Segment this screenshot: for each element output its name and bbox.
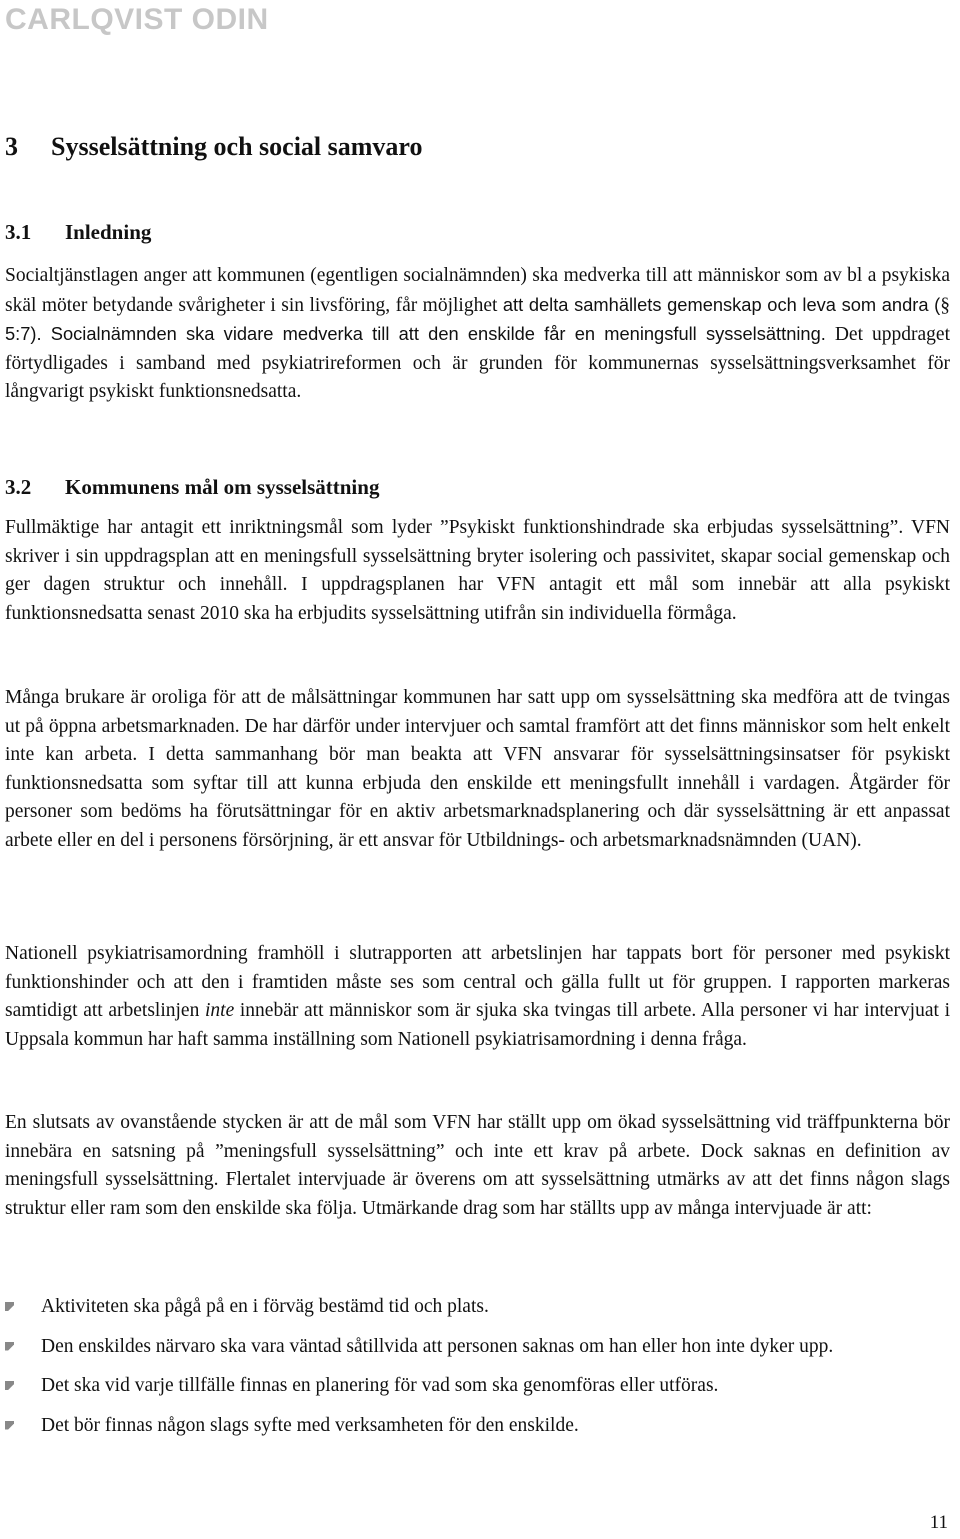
paragraph-3-text-before: Nationell psykiatrisamordning framhöll i slutrapporten att arbetslinjen har tappats bort för personer med psykiskt funktionshinder och att den i framtiden måste ses som central och gälla fullt ut för gruppen. I rapporten markeras samtidigt att arbetslinjen: [5, 943, 950, 1021]
list-item-text: Den enskildes närvaro ska vara väntad såtillvida att personen saknas om han eller hon inte dyker upp.: [41, 1335, 834, 1357]
intro-text-part1: Socialtjänstlagen anger att kommunen (egentligen socialnämnden) ska medverka till att människor som av bl a psykiska skäl möter betydande svårigheter i sin livsföring, får möjlighet: [5, 265, 950, 316]
bullet-icon: [5, 1381, 14, 1390]
subsection-heading-inledning: [5, 220, 151, 245]
subsection-title: Inledning: [65, 220, 152, 244]
goal-paragraph-2: Många brukare är oroliga för att de målsättningar kommunen har satt upp om sysselsättning ska medföra att de tvingas ut på öppna arbetsmarknaden. De har därför under intervjuer och samtal framfört att det finns människor som helt enkelt inte kan arbeta. I detta sammanhang bör man beakta att VFN ansvarar för sysselsättningsinsatser för psykiskt funktionsnedsatta som syftar till att kunna erbjuda den enskilde ett meningsfullt innehåll i vardagen. Åtgärder för personer som bedöms ha förutsättningar för en aktiv arbetsmarknadsplanering och där sysselsättning är ett anpassat arbete eller en del i personens försörjning, är ett ansvar för Utbildnings- och arbetsmarknadsnämnden (UAN).: [5, 687, 950, 851]
list-item-text: Det ska vid varje tillfälle finnas en planering för vad som ska genomföras eller utföras.: [41, 1375, 719, 1396]
list-item-text: Det bör finnas någon slags syfte med verksamheten för den enskilde.: [41, 1414, 579, 1436]
page-number: 11: [929, 1512, 948, 1533]
paragraph-3-emphasis: inte: [204, 1000, 235, 1021]
list-item: [5, 1333, 950, 1362]
subsection-title: Kommunens mål om sysselsättning: [65, 475, 380, 499]
list-item-text: Aktiviteten ska pågå på en i förväg bestämd tid och plats.: [41, 1296, 489, 1317]
section-number: 3: [5, 132, 18, 161]
intro-text-part4: Det uppdraget förtydligades i samband med psykiatrireformen och är grunden för kommunernas sysselsättningsverksamhet för långvarigt psykiskt funktionsnedsatta.: [5, 324, 950, 402]
subsection-heading-mal: [5, 475, 379, 500]
paragraph-3-text-after: innebär att människor som är sjuka ska tvingas till arbete. Alla personer vi har intervjuat i Uppsala kommun har haft samma inställning som Nationell psykiatrisamordning i denna fråga.: [5, 1000, 950, 1050]
bullet-icon: [5, 1342, 14, 1351]
section-heading: [5, 132, 423, 162]
section-sign: §: [940, 294, 950, 316]
goal-paragraph-4: En slutsats av ovanstående stycken är att de mål som VFN har ställt upp om ökad sysselsättning vid träffpunkterna bör innebära en satsning på ”meningsfull sysselsättning” och inte ett krav på arbete. Dock saknas en definition av meningsfull sysselsättning. Flertalet intervjuade är överens om att sysselsättning utmärks av att det finns någon slags struktur eller ram som den enskilde ska följa. Utmärkande drag som har ställts upp av många intervjuade är att:: [5, 1112, 950, 1219]
subsection-number: 3.2: [5, 475, 32, 499]
bullet-icon: [5, 1421, 14, 1430]
intro-text-part3: 5:7). Socialnämnden ska vidare medverka till att den enskilde får en meningsfull sysselsättning.: [5, 323, 826, 344]
list-item: [5, 1293, 950, 1322]
section-title: Sysselsättning och social samvaro: [51, 132, 423, 161]
list-item: [5, 1412, 950, 1441]
intro-paragraph: [5, 262, 950, 407]
goal-paragraph-1: Fullmäktige har antagit ett inriktningsmål som lyder ”Psykiskt funktionshindrade ska erbjudas sysselsättning”. VFN skriver i sin uppdragsplan att en meningsfull sysselsättning bryter isolering och passivitet, skapar social gemenskap och ger dagen struktur och innehåll. I uppdragsplanen har VFN antagit ett mål som innebär att alla psykiskt funktionsnedsatta senast 2010 ska ha erbjudits sysselsättning utifrån sin individuella förmåga.: [5, 517, 950, 624]
bullet-icon: [5, 1302, 14, 1311]
company-logo: CARLQVIST ODIN: [5, 3, 269, 36]
intro-text-part2: att delta samhällets gemenskap och leva som andra (: [502, 293, 941, 315]
goal-paragraph-3: [5, 940, 950, 1054]
list-item: [5, 1372, 950, 1401]
bullet-list: [5, 1293, 950, 1451]
subsection-number: 3.1: [5, 220, 32, 244]
